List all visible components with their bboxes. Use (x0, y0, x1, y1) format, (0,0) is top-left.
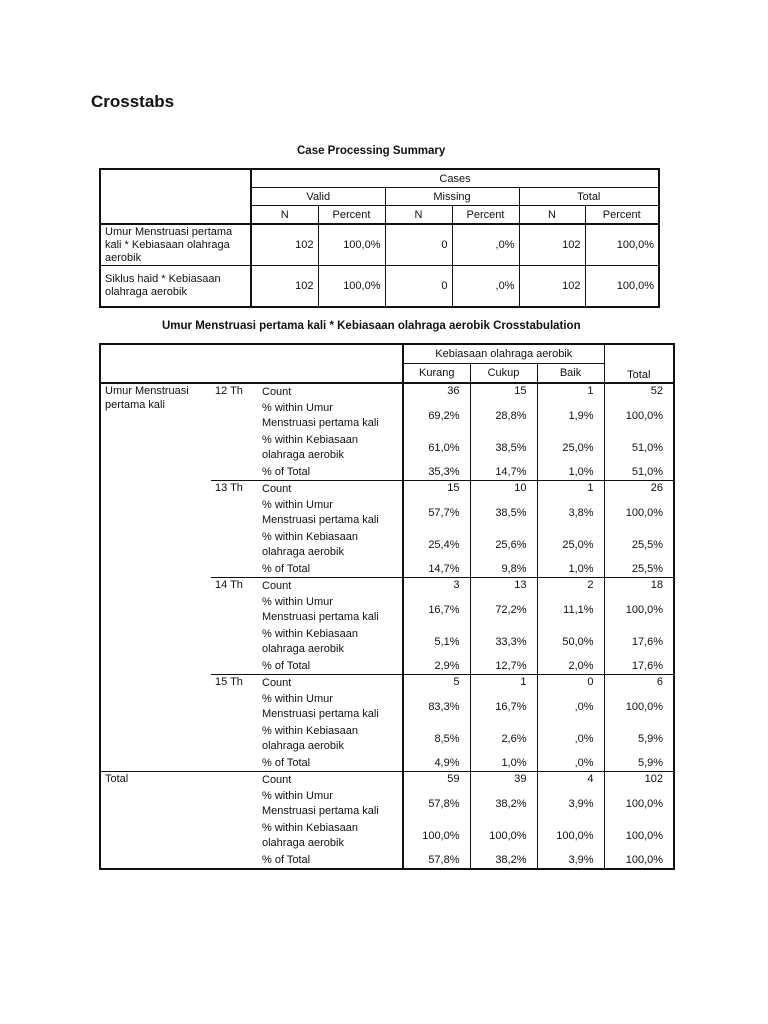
cell: 2 (537, 578, 604, 595)
cell: 52 (604, 383, 674, 400)
cell: 15 (470, 383, 537, 400)
cell: 11,1% (537, 594, 604, 626)
total-header: Total (519, 188, 659, 206)
cell: ,0% (537, 723, 604, 755)
cell: 100,0% (585, 266, 659, 308)
col-header-cukup: Cukup (470, 364, 537, 384)
cell: 100,0% (585, 224, 659, 266)
cell: 100,0% (318, 224, 385, 266)
cell: 38,2% (470, 788, 537, 820)
cell: 6 (604, 675, 674, 692)
cell: 100,0% (604, 691, 674, 723)
missing-header: Missing (385, 188, 519, 206)
summary-row-label: Siklus haid * Kebiasaan olahraga aerobik (100, 266, 251, 308)
stat-label: % within Umur Menstruasi pertama kali (258, 691, 403, 723)
cell: 3,9% (537, 788, 604, 820)
stat-label: Count (258, 772, 403, 789)
cell: 5,9% (604, 723, 674, 755)
cell: 12,7% (470, 658, 537, 675)
sub-header: Percent (318, 206, 385, 225)
cell: 59 (403, 772, 470, 789)
stat-label: % of Total (258, 464, 403, 481)
cell: 2,0% (537, 658, 604, 675)
cell: 10 (470, 481, 537, 498)
cell: 14,7% (403, 561, 470, 578)
stat-label: % within Umur Menstruasi pertama kali (258, 497, 403, 529)
cell: 33,3% (470, 626, 537, 658)
group-label: 14 Th (211, 578, 258, 675)
cell: 25,5% (604, 529, 674, 561)
cell: 18 (604, 578, 674, 595)
cell: 35,3% (403, 464, 470, 481)
cell: 1 (537, 383, 604, 400)
total-col-header: Total (604, 344, 674, 383)
cell: 51,0% (604, 432, 674, 464)
cell: 38,2% (470, 852, 537, 869)
stat-label: Count (258, 481, 403, 498)
stat-label: % within Umur Menstruasi pertama kali (258, 788, 403, 820)
cell: 38,5% (470, 497, 537, 529)
cell: 0 (537, 675, 604, 692)
cell: 16,7% (470, 691, 537, 723)
cell: 0 (385, 224, 452, 266)
stat-label: % of Total (258, 561, 403, 578)
cell: 3,8% (537, 497, 604, 529)
cell: 1,0% (470, 755, 537, 772)
cell: 100,0% (470, 820, 537, 852)
stat-label: % of Total (258, 755, 403, 772)
cell: 100,0% (604, 400, 674, 432)
col-header-kurang: Kurang (403, 364, 470, 384)
cell: 1,0% (537, 464, 604, 481)
cell: 5 (403, 675, 470, 692)
total-row-label: Total (100, 772, 258, 870)
cell: 100,0% (537, 820, 604, 852)
summary-row (100, 224, 659, 266)
cell: ,0% (452, 224, 519, 266)
cell: 57,8% (403, 852, 470, 869)
stat-label: Count (258, 675, 403, 692)
cell: 8,5% (403, 723, 470, 755)
cell: ,0% (537, 691, 604, 723)
stat-label: Count (258, 383, 403, 400)
cell: 36 (403, 383, 470, 400)
group-label: 13 Th (211, 481, 258, 578)
stat-label: Count (258, 578, 403, 595)
cell: 102 (251, 266, 318, 308)
cell: 17,6% (604, 626, 674, 658)
cell: 1 (470, 675, 537, 692)
cell: 1,0% (537, 561, 604, 578)
sub-header: Percent (585, 206, 659, 225)
summary-title: Case Processing Summary (297, 145, 446, 157)
cell: 102 (604, 772, 674, 789)
cell: 83,3% (403, 691, 470, 723)
cell: 102 (251, 224, 318, 266)
cell: 57,8% (403, 788, 470, 820)
cell: 102 (519, 224, 585, 266)
cell: 51,0% (604, 464, 674, 481)
crosstabulation-table (99, 343, 675, 870)
summary-corner (100, 169, 251, 224)
group-label: 15 Th (211, 675, 258, 772)
cell: 1 (537, 481, 604, 498)
cell: 4 (537, 772, 604, 789)
cell: 3 (403, 578, 470, 595)
cell: 5,1% (403, 626, 470, 658)
cell: 38,5% (470, 432, 537, 464)
cell: 5,9% (604, 755, 674, 772)
cell: 102 (519, 266, 585, 308)
stat-label: % within Kebiasaan olahraga aerobik (258, 626, 403, 658)
col-header-baik: Baik (537, 364, 604, 384)
cell: 0 (385, 266, 452, 308)
cell: ,0% (537, 755, 604, 772)
case-processing-summary-table (99, 168, 660, 308)
cell: 100,0% (403, 820, 470, 852)
summary-row (100, 266, 659, 308)
cell: 100,0% (604, 497, 674, 529)
cell: 50,0% (537, 626, 604, 658)
crosstab-corner (100, 344, 403, 383)
cell: 25,5% (604, 561, 674, 578)
stat-label: % within Umur Menstruasi pertama kali (258, 400, 403, 432)
stat-label: % within Kebiasaan olahraga aerobik (258, 432, 403, 464)
sub-header: N (385, 206, 452, 225)
cell: 1,9% (537, 400, 604, 432)
cell: 39 (470, 772, 537, 789)
cell: 3,9% (537, 852, 604, 869)
cell: 2,6% (470, 723, 537, 755)
sub-header: Percent (452, 206, 519, 225)
stat-label: % of Total (258, 852, 403, 869)
cell: 26 (604, 481, 674, 498)
summary-row-label: Umur Menstruasi pertama kali * Kebiasaan olahraga aerobik (100, 224, 251, 266)
valid-header: Valid (251, 188, 385, 206)
sub-header: N (251, 206, 318, 225)
col-group-header: Kebiasaan olahraga aerobik (403, 344, 604, 364)
stat-label: % within Kebiasaan olahraga aerobik (258, 529, 403, 561)
stat-label: % within Kebiasaan olahraga aerobik (258, 820, 403, 852)
cell: 100,0% (318, 266, 385, 308)
cell: 25,4% (403, 529, 470, 561)
stat-label: % within Kebiasaan olahraga aerobik (258, 723, 403, 755)
row-variable-label: Umur Menstruasi pertama kali (105, 385, 189, 411)
cell: 25,0% (537, 529, 604, 561)
page-title: Crosstabs (91, 92, 175, 111)
cell: 17,6% (604, 658, 674, 675)
cell: 100,0% (604, 594, 674, 626)
crosstab-title: Umur Menstruasi pertama kali * Kebiasaan olahraga aerobik Crosstabulation (162, 320, 581, 332)
cell: 13 (470, 578, 537, 595)
table-row (100, 772, 674, 789)
cell: 28,8% (470, 400, 537, 432)
cell: 9,8% (470, 561, 537, 578)
table-row (100, 383, 674, 400)
stat-label: % of Total (258, 658, 403, 675)
cell: 72,2% (470, 594, 537, 626)
cell: 69,2% (403, 400, 470, 432)
cell: 2,9% (403, 658, 470, 675)
sub-header: N (519, 206, 585, 225)
cell: 100,0% (604, 788, 674, 820)
cell: 100,0% (604, 820, 674, 852)
cell: 25,6% (470, 529, 537, 561)
stat-label: % within Umur Menstruasi pertama kali (258, 594, 403, 626)
cell: 25,0% (537, 432, 604, 464)
cell: 100,0% (604, 852, 674, 869)
group-label: 12 Th (215, 385, 243, 397)
cases-header: Cases (251, 169, 659, 188)
cell: ,0% (452, 266, 519, 308)
cell: 15 (403, 481, 470, 498)
cell: 14,7% (470, 464, 537, 481)
cell: 4,9% (403, 755, 470, 772)
cell: 16,7% (403, 594, 470, 626)
cell: 57,7% (403, 497, 470, 529)
cell: 61,0% (403, 432, 470, 464)
